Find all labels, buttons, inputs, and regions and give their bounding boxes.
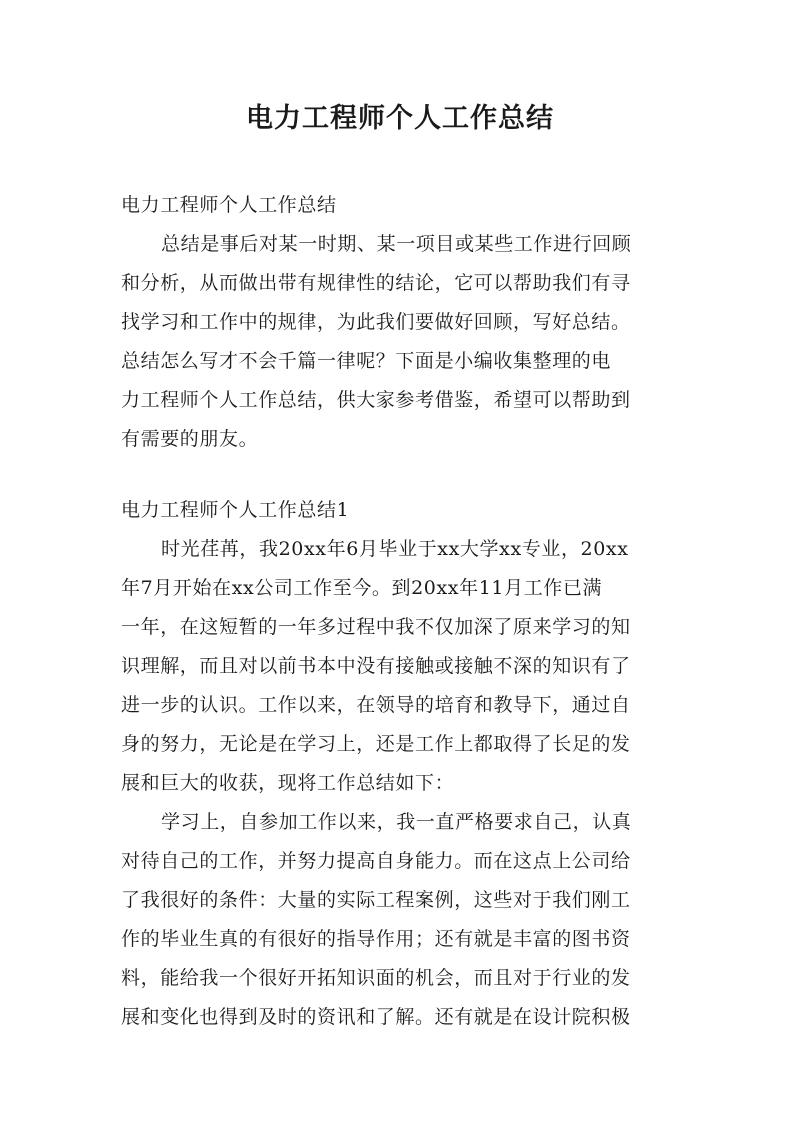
intro-line: 总结怎么写才不会千篇一律呢？下面是小编收集整理的电 [121,350,612,372]
section-heading: 电力工程师个人工作总结1 [121,499,350,521]
intro-line: 有需要的朋友。 [121,428,259,450]
paragraph-line: 展和变化也得到及时的资讯和了解。还有就是在设计院积极 [121,1006,631,1028]
paragraph-line: 身的努力，无论是在学习上，还是工作上都取得了长足的发 [121,733,631,755]
paragraph-line: 作的毕业生真的有很好的指导作用；还有就是丰富的图书资 [121,928,631,950]
paragraph-line: 展和巨大的收获，现将工作总结如下： [121,772,455,794]
intro-line: 和分析，从而做出带有规律性的结论，它可以帮助我们有寻 [121,272,631,294]
section-spacer [121,459,691,491]
paragraph-line: 一年，在这短暂的一年多过程中我不仅加深了原来学习的知 [121,616,631,638]
intro-line: 总结是事后对某一时期、某一项目或某些工作进行回顾 [161,233,632,255]
paragraph-line: 了我很好的条件：大量的实际工程案例，这些对于我们刚工 [121,889,631,911]
paragraph-line: 学习上，自参加工作以来，我一直严格要求自己，认真 [161,811,632,833]
paragraph-line: 料，能给我一个很好开拓知识面的机会，而且对于行业的发 [121,967,631,989]
document-title: 电力工程师个人工作总结 [246,103,554,134]
paragraph-line: 对待自己的工作，并努力提高自身能力。而在这点上公司给 [121,850,631,872]
intro-line: 找学习和工作中的规律，为此我们要做好回顾，写好总结。 [121,311,631,333]
paragraph-line: 时光荏苒，我20xx年6月毕业于xx大学xx专业，20xx [161,538,629,560]
intro-heading: 电力工程师个人工作总结 [121,194,337,216]
paragraph-line: 进一步的认识。工作以来，在领导的培育和教导下，通过自 [121,694,631,716]
paragraph-line: 识理解，而且对以前书本中没有接触或接触不深的知识有了 [121,655,631,677]
intro-line: 力工程师个人工作总结，供大家参考借鉴，希望可以帮助到 [121,389,631,411]
paragraph-line: 年7月开始在xx公司工作至今。到20xx年11月工作已满 [121,577,603,599]
document-body [121,186,691,1037]
